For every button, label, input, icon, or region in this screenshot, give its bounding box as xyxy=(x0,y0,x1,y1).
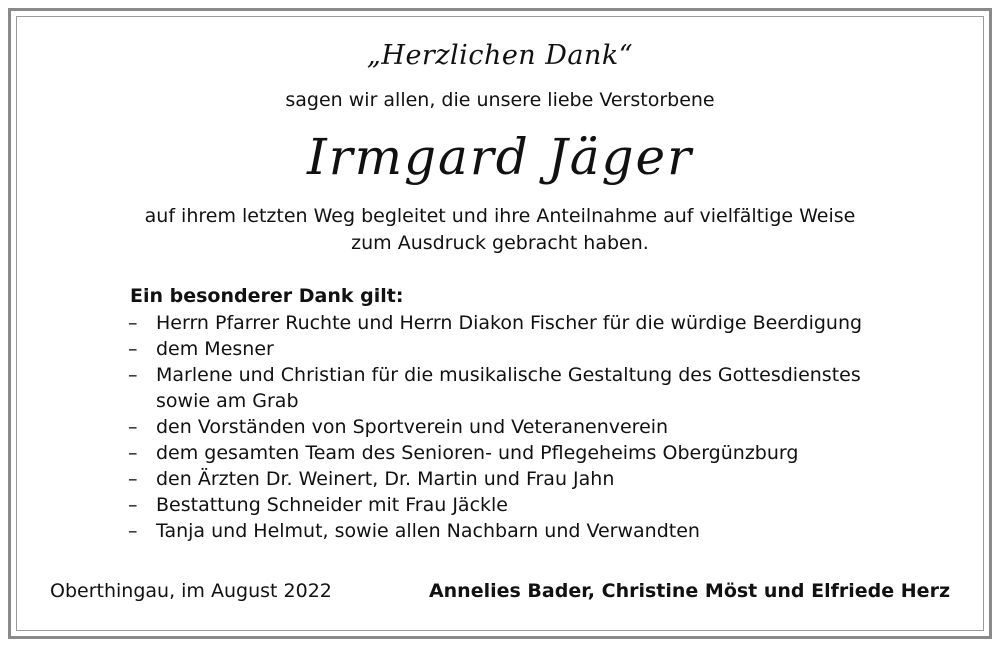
list-item xyxy=(128,336,978,362)
list-item-text: dem gesamten Team des Senioren- und Pflegeheims Obergünzburg xyxy=(156,442,799,464)
thanks-line-1: auf ihrem letzten Weg begleitet und ihre Anteilnahme auf vielfältige Weise xyxy=(144,205,856,227)
headline: „Herzlichen Dank“ xyxy=(366,40,634,71)
list-item-text: dem Mesner xyxy=(156,338,274,360)
deceased-name: Irmgard Jäger xyxy=(306,128,694,186)
thanks-list xyxy=(128,310,978,544)
list-item xyxy=(128,466,978,492)
dash-bullet: – xyxy=(128,468,138,490)
thanks-text xyxy=(0,203,1000,257)
place-and-date: Oberthingau, im August 2022 xyxy=(50,580,332,602)
dash-bullet: – xyxy=(128,312,138,334)
dash-bullet: – xyxy=(128,416,138,438)
thanks-line-2: zum Ausdruck gebracht haben. xyxy=(351,232,649,254)
list-item xyxy=(128,492,978,518)
dash-bullet: – xyxy=(128,364,138,386)
special-thanks-heading: Ein besonderer Dank gilt: xyxy=(130,285,404,307)
list-item-text: Bestattung Schneider mit Frau Jäckle xyxy=(156,494,508,516)
dash-bullet: – xyxy=(128,442,138,464)
list-item xyxy=(128,518,978,544)
list-item xyxy=(128,310,978,336)
dash-bullet: – xyxy=(128,338,138,360)
list-item xyxy=(128,414,978,440)
list-item-continuation: sowie am Grab xyxy=(156,390,299,412)
list-item-text: den Ärzten Dr. Weinert, Dr. Martin und Frau Jahn xyxy=(156,468,615,490)
list-item-text: Marlene und Christian für die musikalische Gestaltung des Gottesdienstes xyxy=(156,364,861,386)
list-item-text: den Vorständen von Sportverein und Veteranenverein xyxy=(156,416,669,438)
list-item-text: Tanja und Helmut, sowie allen Nachbarn und Verwandten xyxy=(156,520,700,542)
list-item xyxy=(128,362,978,414)
intro-text: sagen wir allen, die unsere liebe Verstorbene xyxy=(285,89,715,111)
dash-bullet: – xyxy=(128,494,138,516)
list-item-text: Herrn Pfarrer Ruchte und Herrn Diakon Fischer für die würdige Beerdigung xyxy=(156,312,863,334)
signatories: Annelies Bader, Christine Möst und Elfriede Herz xyxy=(428,580,950,602)
dash-bullet: – xyxy=(128,520,138,542)
list-item xyxy=(128,440,978,466)
